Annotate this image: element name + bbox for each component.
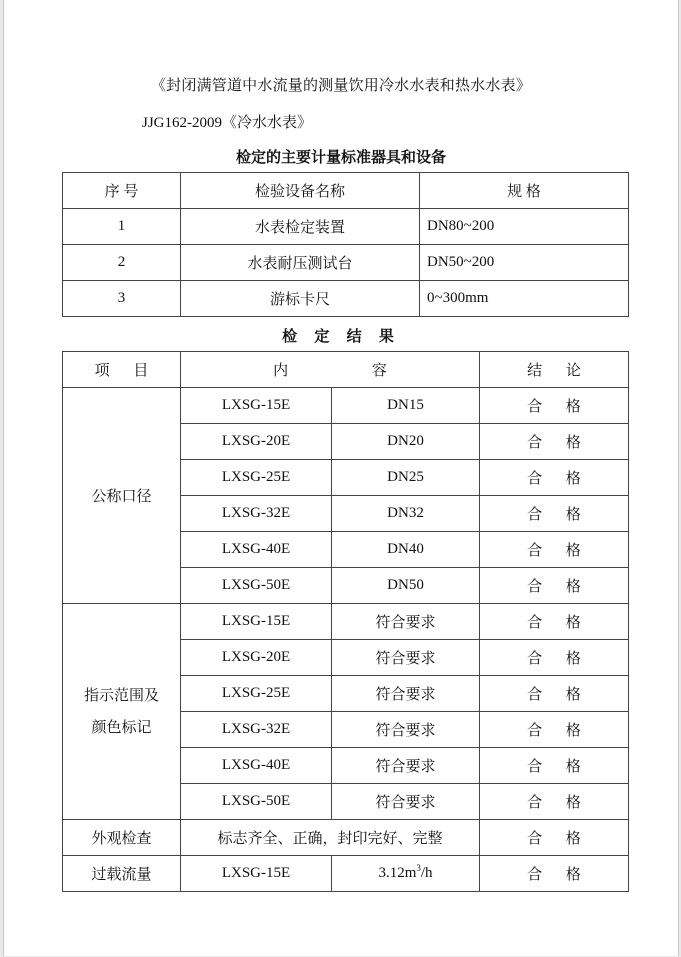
document-page (3, 0, 679, 956)
table-row (63, 245, 629, 281)
header-equipment-name: 检验设备名称 (181, 173, 420, 209)
row-result: 合 格 (480, 532, 629, 568)
row-value: DN50 (332, 568, 480, 604)
row-value: 符合要求 (332, 748, 480, 784)
row-spec: DN80~200 (420, 209, 629, 245)
row-result: 合 格 (480, 460, 629, 496)
row-spec: DN50~200 (420, 245, 629, 281)
row-result: 合 格 (480, 604, 629, 640)
row-value: DN40 (332, 532, 480, 568)
row-model: LXSG-20E (181, 424, 332, 460)
standard-reference: JJG162-2009《冷水水表》 (142, 115, 313, 131)
results-table (62, 351, 629, 892)
row-model: LXSG-20E (181, 640, 332, 676)
row-value: 符合要求 (332, 676, 480, 712)
row-model: LXSG-25E (181, 676, 332, 712)
document-title: 《封闭满管道中水流量的测量饮用冷水水表和热水水表》 (150, 78, 531, 94)
row-no: 2 (63, 245, 181, 281)
table-row (63, 388, 629, 424)
row-result: 合 格 (480, 424, 629, 460)
row-model: LXSG-40E (181, 532, 332, 568)
category-line2: 颜色标记 (91, 719, 152, 736)
row-value: DN20 (332, 424, 480, 460)
row-model: LXSG-50E (181, 784, 332, 820)
overload-value-exponent: 3 (416, 863, 421, 873)
results-heading: 检 定 结 果 (282, 327, 400, 345)
appearance-content: 标志齐全、正确，封印完好、完整 (181, 820, 480, 856)
equipment-header-row (63, 173, 629, 209)
category-appearance: 外观检查 (63, 820, 181, 856)
category-overload: 过载流量 (63, 856, 181, 892)
header-item: 项 目 (63, 352, 181, 388)
row-value: 符合要求 (332, 784, 480, 820)
row-result: 合 格 (480, 388, 629, 424)
header-no: 序 号 (63, 173, 181, 209)
row-equipment-name: 水表耐压测试台 (181, 245, 420, 281)
overload-value-unit: /h (420, 865, 433, 881)
category-nominal-diameter: 公称口径 (63, 388, 181, 604)
equipment-table (62, 172, 629, 317)
row-result: 合 格 (480, 640, 629, 676)
equipment-heading: 检定的主要计量标准器具和设备 (235, 148, 446, 166)
row-result: 合 格 (480, 784, 629, 820)
row-result: 合 格 (480, 676, 629, 712)
table-row (63, 281, 629, 317)
row-result: 合 格 (480, 820, 629, 856)
table-row (63, 209, 629, 245)
results-header-row (63, 352, 629, 388)
table-row (63, 604, 629, 640)
row-value: 符合要求 (332, 640, 480, 676)
header-conclusion: 结 论 (480, 352, 629, 388)
row-model: LXSG-32E (181, 496, 332, 532)
overload-value-number: 3.12m (378, 865, 417, 881)
row-model: LXSG-40E (181, 748, 332, 784)
row-no: 3 (63, 281, 181, 317)
row-result: 合 格 (480, 568, 629, 604)
row-result: 合 格 (480, 748, 629, 784)
row-result: 合 格 (480, 496, 629, 532)
row-equipment-name: 游标卡尺 (181, 281, 420, 317)
header-content: 内 容 (181, 352, 480, 388)
category-indication-range (63, 604, 181, 820)
row-result: 合 格 (480, 712, 629, 748)
row-value: DN25 (332, 460, 480, 496)
row-equipment-name: 水表检定装置 (181, 209, 420, 245)
row-result: 合 格 (480, 856, 629, 892)
row-value: 符合要求 (332, 604, 480, 640)
row-model: LXSG-50E (181, 568, 332, 604)
row-no: 1 (63, 209, 181, 245)
row-value: DN32 (332, 496, 480, 532)
row-model: LXSG-25E (181, 460, 332, 496)
overload-value (332, 856, 480, 892)
row-value: DN15 (332, 388, 480, 424)
row-model: LXSG-15E (181, 388, 332, 424)
row-value: 符合要求 (332, 712, 480, 748)
row-spec: 0~300mm (420, 281, 629, 317)
row-model: LXSG-32E (181, 712, 332, 748)
table-row (63, 820, 629, 856)
header-spec: 规 格 (420, 173, 629, 209)
category-line1: 指示范围及 (83, 687, 159, 704)
row-model: LXSG-15E (181, 604, 332, 640)
table-row (63, 856, 629, 892)
row-model: LXSG-15E (181, 856, 332, 892)
